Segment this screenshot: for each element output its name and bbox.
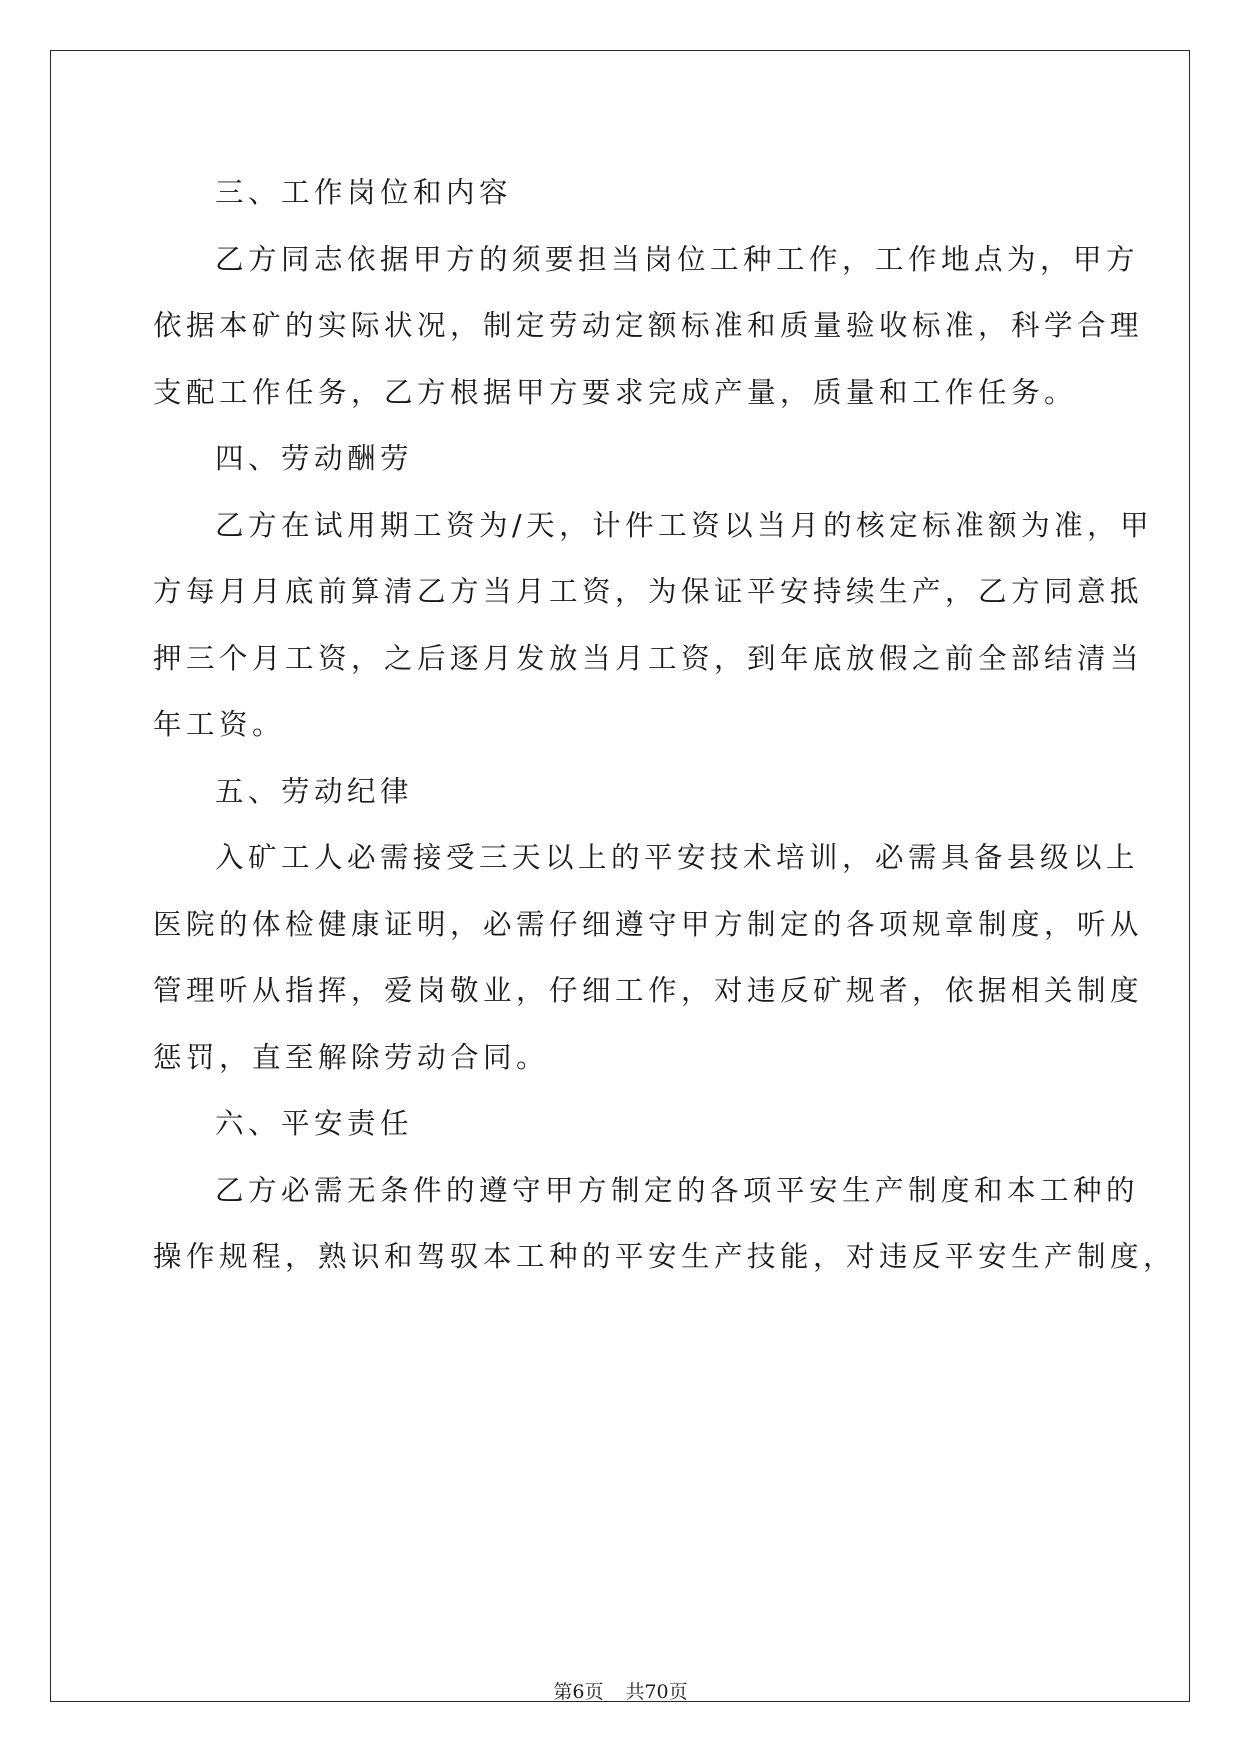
paragraph-line: 方每月月底前算清乙方当月工资，为保证平安持续生产，乙方同意抵 [153, 575, 1144, 608]
page-footer [0, 1677, 1241, 1704]
page-total: 共70页 [625, 1681, 688, 1703]
section-heading-3: 三、工作岗位和内容 [215, 176, 513, 209]
paragraph-line: 押三个月工资，之后逐月发放当月工资，到年底放假之前全部结清当 [153, 641, 1144, 675]
section-heading-5: 五、劳动纪律 [215, 774, 414, 808]
paragraph-line: 依据本矿的实际状况，制定劳动定额标准和质量验收标准，科学合理 [153, 309, 1144, 342]
paragraph-line: 操作规程，熟识和驾驭本工种的平安生产技能，对违反平安生产制度， [153, 1240, 1177, 1273]
paragraph-line: 支配工作任务，乙方根据甲方要求完成产量，质量和工作任务。 [153, 375, 1078, 409]
section-heading-4: 四、劳动酬劳 [215, 442, 414, 475]
paragraph-line: 管理听从指挥，爱岗敬业，仔细工作，对违反矿规者，依据相关制度 [153, 974, 1144, 1007]
paragraph-line: 乙方同志依据甲方的须要担当岗位工种工作，工作地点为，甲方 [215, 242, 1140, 276]
paragraph-line: 入矿工人必需接受三天以上的平安技术培训，必需具备县级以上 [215, 841, 1140, 874]
document-body [153, 160, 1177, 1291]
paragraph-line: 医院的体检健康证明，必需仔细遵守甲方制定的各项规章制度，听从 [153, 907, 1144, 941]
paragraph-line: 乙方在试用期工资为/天，计件工资以当月的核定标准额为准，甲 [215, 508, 1154, 542]
paragraph-line: 年工资。 [153, 708, 286, 741]
section-heading-6: 六、平安责任 [215, 1107, 414, 1140]
paragraph-line: 惩罚，直至解除劳动合同。 [153, 1040, 550, 1074]
paragraph-line: 乙方必需无条件的遵守甲方制定的各项平安生产制度和本工种的 [215, 1173, 1140, 1207]
page-number: 第6页 [553, 1681, 604, 1703]
